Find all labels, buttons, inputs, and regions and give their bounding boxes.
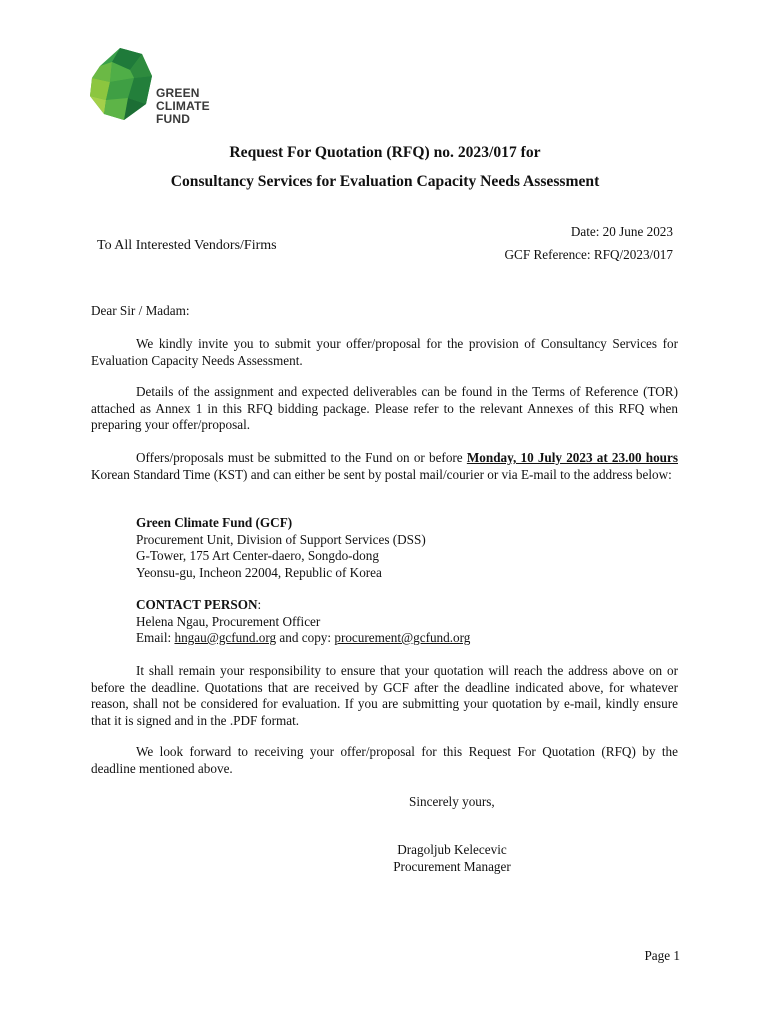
paragraph-details: Details of the assignment and expected deliverables can be found in the Terms of Reference (TOR) attached as Annex 1 in this RFQ bidding package. Please refer to the relevant Annexes of this RFQ when preparing your offer/proposal. bbox=[91, 384, 678, 432]
logo-word-fund: FUND bbox=[156, 112, 191, 126]
globe-icon bbox=[90, 44, 156, 130]
email-label: Email: bbox=[136, 630, 175, 645]
paragraph-invitation: We kindly invite you to submit your offer/proposal for the provision of Consultancy Services for Evaluation Capacity Needs Assessment. bbox=[91, 336, 678, 368]
submission-deadline: Monday, 10 July 2023 at 23.00 hours bbox=[466, 450, 678, 465]
submission-text-after: Korean Standard Time (KST) and can either be sent by postal mail/courier or via E-mail to the address below: bbox=[91, 466, 672, 482]
contact-label: CONTACT PERSON bbox=[136, 597, 258, 612]
page-number: Page 1 bbox=[644, 948, 680, 963]
copy-label: and copy: bbox=[276, 630, 335, 645]
signatory-name: Dragoljub Kelecevic bbox=[397, 842, 507, 857]
signatory-role: Procurement Manager bbox=[393, 859, 511, 874]
address-line-2: G-Tower, 175 Art Center-daero, Songdo-dong bbox=[136, 548, 379, 563]
address-name: Green Climate Fund (GCF) bbox=[136, 515, 293, 530]
recipient-line: To All Interested Vendors/Firms bbox=[97, 238, 277, 253]
paragraph-submission bbox=[91, 450, 678, 483]
paragraph-responsibility: It shall remain your responsibility to ensure that your quotation will reach the address above on or before the deadline. Quotations that are received by GCF after the deadline indicated above, for whatever reason, shall not be considered for evaluation. If you are submitting your quotation by e-mail, kindly ensure that it is signed and in the .PDF format. bbox=[91, 663, 678, 728]
document-title-line1: Request For Quotation (RFQ) no. 2023/017 for bbox=[229, 144, 541, 161]
contact-label-colon: : bbox=[257, 597, 262, 612]
address-block bbox=[136, 515, 586, 581]
contact-email-link[interactable]: hngau@gcfund.org bbox=[174, 630, 277, 645]
document-title-line2: Consultancy Services for Evaluation Capacity Needs Assessment bbox=[170, 173, 600, 190]
salutation: Dear Sir / Madam: bbox=[91, 303, 190, 318]
contact-block bbox=[136, 597, 586, 647]
paragraph-closing: We look forward to receiving your offer/proposal for this Request For Quotation (RFQ) by the deadline mentioned above. bbox=[91, 744, 678, 776]
logo-word-green: GREEN bbox=[156, 86, 200, 100]
submission-text-before: Offers/proposals must be submitted to the Fund on or before bbox=[136, 450, 467, 465]
gcf-logo bbox=[90, 44, 220, 132]
address-line-1: Procurement Unit, Division of Support Services (DSS) bbox=[136, 531, 426, 547]
closing-phrase: Sincerely yours, bbox=[409, 794, 495, 809]
document-date: Date: 20 June 2023 bbox=[570, 224, 673, 239]
contact-name: Helena Ngau, Procurement Officer bbox=[136, 613, 321, 629]
procurement-email-link[interactable]: procurement@gcfund.org bbox=[334, 630, 471, 645]
gcf-reference: GCF Reference: RFQ/2023/017 bbox=[504, 247, 673, 262]
address-line-3: Yeonsu-gu, Incheon 22004, Republic of Korea bbox=[136, 564, 382, 580]
logo-word-climate: CLIMATE bbox=[156, 99, 210, 113]
